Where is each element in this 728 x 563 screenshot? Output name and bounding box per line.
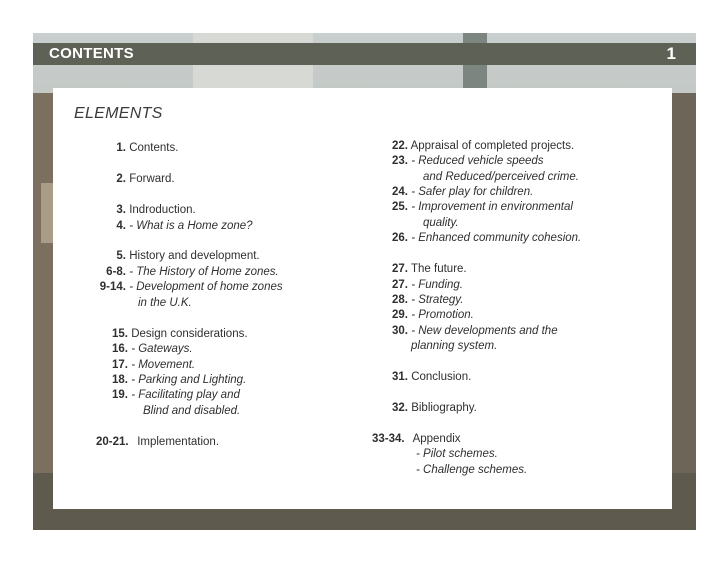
- toc-entry: 2. Forward.: [116, 173, 175, 185]
- header-bar: [33, 43, 696, 65]
- toc-entry: 23. - Reduced vehicle speeds: [392, 155, 544, 167]
- toc-entry: 17. - Movement.: [112, 359, 196, 371]
- toc-entry-continuation: Blind and disabled.: [143, 405, 241, 417]
- toc-entry: 26. - Enhanced community cohesion.: [392, 232, 582, 244]
- toc-entry: 3. Indroduction.: [116, 204, 196, 216]
- toc-entry: 4. - What is a Home zone?: [116, 220, 253, 232]
- toc-entry-continuation: in the U.K.: [138, 297, 192, 309]
- toc-entry: 16. - Gateways.: [112, 343, 193, 355]
- toc-entry-continuation: planning system.: [411, 340, 498, 352]
- header-title: CONTENTS: [49, 45, 134, 62]
- toc-entry: 27. The future.: [392, 263, 467, 275]
- page-number: 1: [666, 44, 676, 63]
- section-heading: ELEMENTS: [74, 105, 163, 122]
- toc-entry-continuation: - Pilot schemes.: [416, 448, 498, 460]
- toc-entry: 9-14. - Development of home zones: [99, 281, 283, 293]
- toc-entry: 1. Contents.: [116, 142, 179, 154]
- toc-entry: 33-34. Appendix: [372, 433, 461, 445]
- toc-entry: 25. - Improvement in environmental: [392, 201, 573, 213]
- toc-entry: 15. Design considerations.: [112, 328, 248, 340]
- toc-entry: 6-8. - The History of Home zones.: [106, 266, 279, 278]
- toc-entry: 27. - Funding.: [392, 279, 463, 291]
- toc-entry: 5. History and development.: [116, 250, 260, 262]
- toc-entry: 19. - Facilitating play and: [112, 389, 240, 401]
- toc-entry: 29. - Promotion.: [392, 309, 474, 321]
- toc-entry-continuation: - Challenge schemes.: [416, 464, 528, 476]
- toc-entry: 30. - New developments and the: [392, 325, 558, 337]
- toc-entry: 32. Bibliography.: [392, 402, 477, 414]
- toc-entry-continuation: quality.: [423, 217, 459, 229]
- toc-entry: 24. - Safer play for children.: [392, 186, 534, 198]
- toc-entry: 20-21. Implementation.: [96, 436, 220, 448]
- toc-entry: 18. - Parking and Lighting.: [112, 374, 247, 386]
- toc-entry: 22. Appraisal of completed projects.: [392, 140, 575, 152]
- toc-entry: 31. Conclusion.: [392, 371, 472, 383]
- toc-entry-continuation: and Reduced/perceived crime.: [423, 171, 579, 183]
- toc-entry: 28. - Strategy.: [392, 294, 464, 306]
